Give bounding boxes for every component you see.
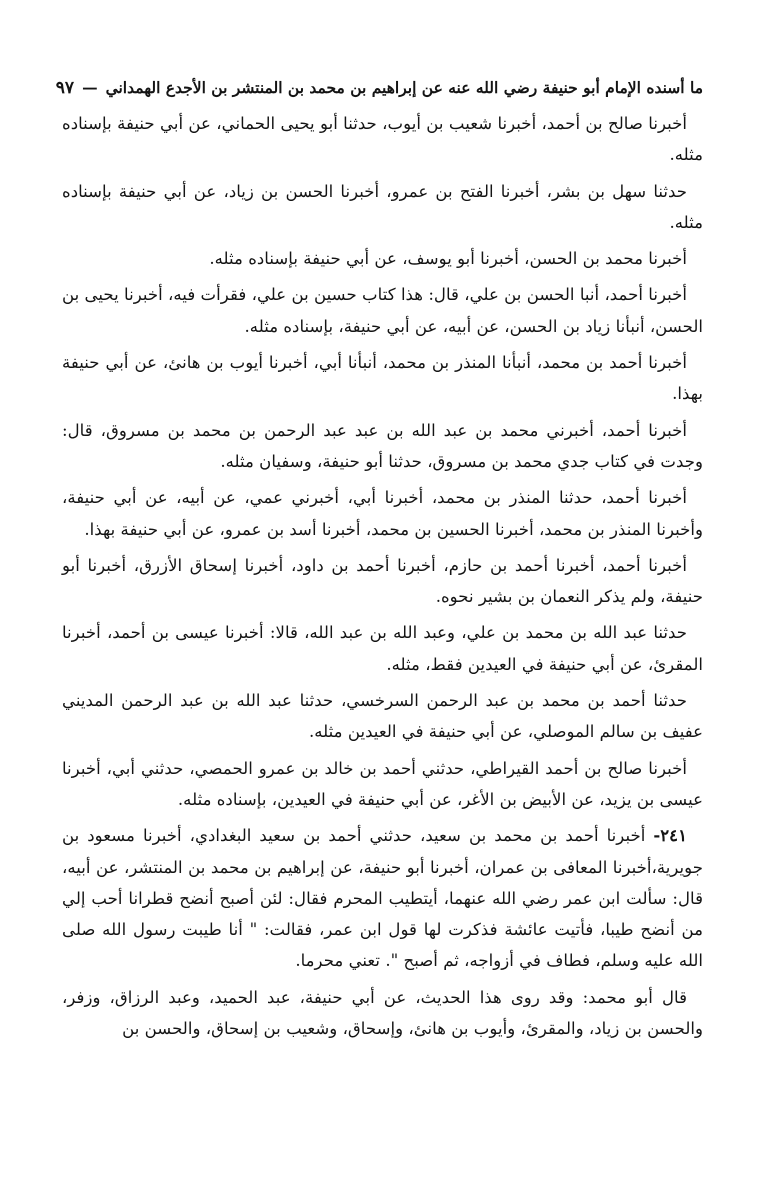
paragraph (62, 347, 703, 410)
paragraph-text: حدثنا أحمد بن محمد بن عبد الرحمن السرخسي، حدثنا عبد الله بن عبد الرحمن المديني عفيف بن سالم الموصلي، عن أبي حنيفة في العيدين مثله. (62, 691, 703, 742)
paragraph-text: أخبرنا أحمد، حدثنا المنذر بن محمد، أخبرنا أبي، أخبرني عمي، عن أبيه، عن أبي حنيفة، وأخبرنا المنذر بن محمد، أخبرنا الحسين بن محمد، أخبرنا أسد بن عمرو، عن أبي حنيفة بهذا. (62, 488, 703, 539)
header-separator: — (82, 78, 98, 97)
paragraph-text: أخبرنا صالح بن أحمد القيراطي، حدثني أحمد بن خالد بن عمرو الحمصي، حدثني أبي، أخبرنا عيسى بن يزيد، عن الأبيض بن الأغر، عن أبي حنيفة في العيدين، بإسناده مثله. (62, 758, 703, 809)
paragraph-text: قال أبو محمد: وقد روى هذا الحديث، عن أبي حنيفة، عبد الحميد، وعبد الرزاق، وزفر، والحسن بن زياد، والمقرئ، وأيوب بن هانئ، وإسحاق، وشعيب بن إسحاق، والحسن بن (62, 987, 703, 1039)
paragraph (62, 550, 703, 613)
page-number: ٩٧ (55, 78, 75, 98)
paragraph-text: أخبرنا صالح بن أحمد، أخبرنا شعيب بن أيوب، حدثنا أبو يحيى الحماني، عن أبي حنيفة بإسناده مثله. (62, 114, 703, 165)
paragraph (62, 617, 703, 680)
paragraph-text: أخبرنا أحمد، أخبرنا أحمد بن حازم، أخبرنا أحمد بن داود، أخبرنا إسحاق الأزرق، أخبرنا أبو حنيفة، ولم يذكر النعمان بن بشير نحوه. (62, 555, 703, 607)
book-page (55, 76, 703, 1142)
paragraph-text: حدثنا سهل بن بشر، أخبرنا الفتح بن عمرو، أخبرنا الحسن بن زياد، عن أبي حنيفة بإسناده مثله. (62, 181, 703, 232)
paragraph (62, 108, 703, 171)
paragraph (62, 243, 703, 274)
running-header (55, 76, 703, 100)
paragraph-text: أخبرنا أحمد بن محمد، أنبأنا المنذر بن محمد، أنبأنا أبي، أخبرنا أيوب بن هانئ، عن أبي حنيفة بهذا. (62, 353, 703, 404)
paragraph-text: أخبرنا أحمد، أخبرني محمد بن عبد الله بن عبد عبد الرحمن بن محمد بن مسروق، قال: وجدت في كتاب جدي محمد بن مسروق، حدثنا أبو حنيفة، وسفيان مثله. (62, 420, 703, 471)
paragraph (62, 482, 703, 545)
paragraph (62, 415, 703, 478)
paragraph (62, 982, 703, 1045)
paragraph (62, 685, 703, 748)
paragraph (62, 820, 703, 976)
hadith-number: ٢٤١- (653, 825, 687, 846)
running-header-title: ما أسنده الإمام أبو حنيفة رضي الله عنه عن إبراهيم بن محمد بن المنتشر بن الأجدع الهمداني (105, 78, 703, 97)
paragraph-text: أخبرنا أحمد بن محمد بن سعيد، حدثني أحمد بن سعيد البغدادي، أخبرنا مسعود بن جويرية،أخبرنا المعافى بن عمران، أخبرنا أبو حنيفة، عن إبراهيم بن محمد بن المنتشر، عن أبيه، قال: سألت ابن عمر رضي الله عنهما، أيتطيب المحرم فقال: لئن أصبح أنضح قطرانا أحب إلي من أنضح طيبا، فأتيت عائشة فذكرت لها قول ابن عمر، فقالت: " أنا طيبت رسول الله صلى الله عليه وسلم، فطاف في أزواجه، ثم أصبح ". تعني محرما. (62, 826, 703, 971)
paragraph-text: أخبرنا محمد بن الحسن، أخبرنا أبو يوسف، عن أبي حنيفة بإسناده مثله. (209, 249, 687, 269)
paragraph (62, 176, 703, 239)
body-text (62, 108, 703, 1044)
paragraph (62, 753, 703, 816)
paragraph (62, 279, 703, 342)
paragraph-text: أخبرنا أحمد، أنبا الحسن بن علي، قال: هذا كتاب حسين بن علي، فقرأت فيه، أخبرنا يحيى بن الحسن، أنبأنا زياد بن الحسن، عن أبيه، عن أبي حنيفة، بإسناده مثله. (62, 285, 703, 336)
paragraph-text: حدثنا عبد الله بن محمد بن علي، وعبد الله بن عبد الله، قالا: أخبرنا عيسى بن أحمد، أخبرنا المقرئ، عن أبي حنيفة في العيدين فقط، مثله. (62, 623, 703, 674)
